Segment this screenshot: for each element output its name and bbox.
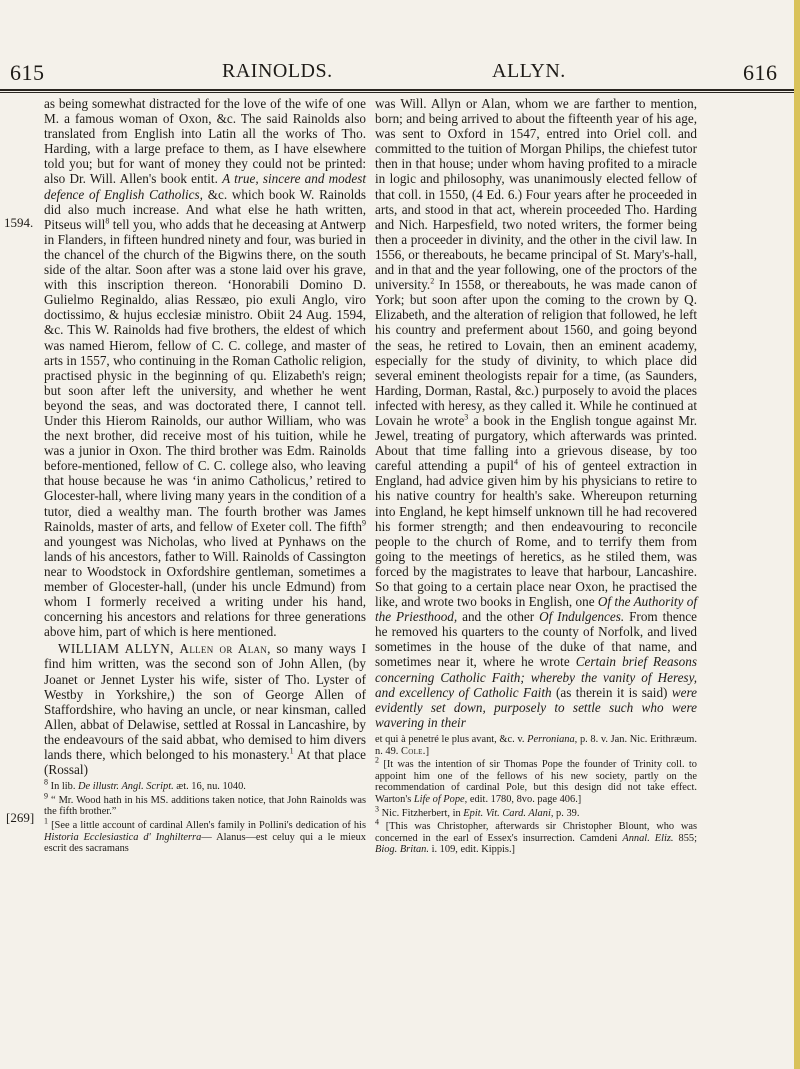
margin-year: 1594. <box>4 215 34 230</box>
book-title: A true, sincere and modest defence of English Catholics, <box>44 171 367 202</box>
footnote-ref: 4 <box>513 457 518 467</box>
footnote-ref: 2 <box>430 276 435 286</box>
right-footnotes <box>375 734 697 856</box>
footnote: $^8$ In lib. De illustr. Angl. Script. æt. 16, nu. 1040. <box>44 777 246 793</box>
running-head-right: ALLYN. <box>492 60 566 82</box>
left-footnotes <box>44 777 366 855</box>
footnote-ref: 8 <box>105 216 110 226</box>
header-rule <box>0 89 800 91</box>
left-column <box>44 96 366 855</box>
page-edge-strip <box>794 0 800 1069</box>
page-number-left: 615 <box>10 60 45 85</box>
footnote-ref: 9 <box>362 518 366 528</box>
footnote-ref: 1 <box>289 746 294 756</box>
footnote: $^3$ Nic. Fitzherbert, in Epit. Vit. Card. Alani, p. 39. <box>375 804 580 819</box>
footnote: $^4$ [This was Christopher, afterwards sir Christopher Blount, who was concerned in the earl of Essex's insurrection. Camdeni Annal. Eliz. 855; Biog. Britan. i. 109, edit. Kippis.] <box>375 817 697 856</box>
footnote: $^1$ [See a little account of cardinal Allen's family in Pollini's dedication of his Historia Ecclesiastica d' Inghilterra— Alanus—est celuy qui a le mieux escrit des sacramans <box>44 816 366 855</box>
left-paragraph-2: WILLIAM ALLYN, Allen or Alan, so many ways I find him written, was the second son of John Allen, (by Joanet or Jennet Lyster his wife, sister of Tho. Lyster of Westby in Yorkshire,) the son of George Allen of Staffordshire, who having an uncle, or near kinsman, called Allen, abbat of Delawise, settled at Rossal in Lancashire, by the endeavours of the said abbat, who demised to him divers lands there, which belonged to his monastery.$^1$ At that place (Rossal) <box>44 641 367 778</box>
right-column <box>375 96 697 856</box>
margin-page-ref: [269] <box>6 810 35 825</box>
entry-name: WILLIAM ALLYN, <box>58 641 174 657</box>
footnote: $^2$ [It was the intention of sir Thomas Pope the founder of Trinity coll. to appoint him one of the fellows of his new society, partly on the recommendation of cardinal Pole, but this design did not take effect. Warton's Life of Pope, edit. 1780, 8vo. page 406.] <box>375 755 697 805</box>
right-paragraph-1: was Will. Allyn or Alan, whom we are farther to mention, born; and being arrived to about the fifteenth year of his age, was sent to Oxford in 1547, entred into Oriel coll. and committed to the tuition of Morgan Philips, the chiefest tutor then in that house; under whom having profited to a miracle in logic and philosophy, was unanimously elected fellow of that coll. in 1550, (4 Ed. 6.) Four years after he proceeded in arts, and stood in that act, wherein proceeded Tho. Harding and Nich. Harpesfield, two noted writers, the former being then a proceeder in divinity, and the other in the civil law. In 1556, or thereabouts, he became principal of St. Mary's-hall, and in that and the year following, one of the proctors of the university.$^2$ In 1558, or thereabouts, he was made canon of York; but soon after upon the coming to the crown by Q. Elizabeth, and the alteration of religion that followed, he left his country and preferment about 1560, and going beyond the seas, he retired to Lovain, then an eminent academy, especially for the study of divinity, to which place did several eminent theologists repair for a time, (as Saunders, Harding, Dorman, Rastal, &c.) purposely to avoid the places infected with heresy, as they called it. While he continued at Lovain he wrote$^3$ a book in the English tongue against Mr. Jewel, treating of purgatory, which afterwards was printed. About that time falling into a grievous disease, by too careful attending a pupil$^4$ of his of genteel extraction in England, had advice given him by his physicians to retire to his native country for health's sake. Whereupon returning into England, he kept himself unknown till he had recovered his former strength; and then endeavouring to reconcile people to the church of Rome, and to terrify them from going to the meetings of heretics, as he stiled them, was forced by the magistrates to leave that harbour, Lancashire. So that going to a certain place near Oxon, he practised the like, and wrote two books in English, one Of the Authority of the Priesthood, and the other Of Indulgences. From thence he removed his quarters to the county of Norfolk, and lived sometimes in the house of the duke of that name, and sometimes near it, where he wrote Certain brief Reasons concerning Catholic Faith; whereby the vanity of Heresy, and excellency of Catholic Faith (as therein it is said) were evidently set down, purposely to settle such who were wavering in their <box>375 96 698 730</box>
header-rule-thin <box>0 92 800 93</box>
footnote: $^9$ “ Mr. Wood hath in his MS. additions taken notice, that John Rainolds was the fifth brother.” <box>44 791 366 818</box>
left-paragraph-1: as being somewhat distracted for the love of the wife of one M. a famous woman of Oxon, &c. The said Rainolds also translated from English into Latin all the works of Tho. Harding, with a large preface to them, as I have elsewhere told you; but for want of money they could not be printed: also Dr. Will. Allen's book entit. A true, sincere and modest defence of English Catholics, &c. which book W. Rainolds did also much increase. And what else he hath written, Pitseus will$^8$ tell you, who adds that he deceasing at Antwerp in Flanders, in fifteen hundred ninety and four, was buried in the chancel of the church of the Bigwins there, on the south side of the altar. Soon after was a stone laid over his grave, with this inscription thereon. ‘Honorabili Domino D. Gulielmo Reginaldo, alias Ressæo, pio exuli Anglo, viro doctissimo, & hujus ecclesiæ ministro. Obiit 24 Aug. 1594, &c. This W. Rainolds had five brothers, the eldest of which was named Hierom, fellow of C. C. college, and master of arts in 1557, who continuing in the Roman Catholic religion, practised physic in the beginning of qu. Elizabeth's reign; but soon after left the university, and whether he went beyond the seas, and was doctorated there, I cannot tell. Under this Hierom Rainolds, our author William, who was the next brother, did receive most of his tuition, while he was a junior in Oxon. The third brother was Edm. Rainolds before-mentioned, fellow of C. C. college also, who leaving that house because he was ‘in animo Catholicus,’ retired to Glocester-hall, where living many years in the condition of a tutor, died a wealthy man. The fourth brother was James Rainolds, master of arts, and fellow of Exeter coll. The fifth$^9$ and youngest was Nicholas, who lived at Pynhaws on the lands of his ancestors, father to Will. Rainolds of Cassington near to Woodstock in Oxfordshire gentleman, sometimes a member of Glocester-hall, (under his uncle Edmund) from whom I formerly received a writing under his hand, concerning his ancestors and relations for three generations above him, part of which is here mentioned. <box>44 96 367 640</box>
running-head-left: RAINOLDS. <box>222 60 333 82</box>
footnote-ref: 3 <box>464 412 469 422</box>
page-number-right: 616 <box>743 60 778 85</box>
footnote: et qui à penetré le plus avant, &c. v. Perroniana, p. 8. v. Jan. Nic. Erithræum. n. 49. Cole.] <box>375 733 697 757</box>
